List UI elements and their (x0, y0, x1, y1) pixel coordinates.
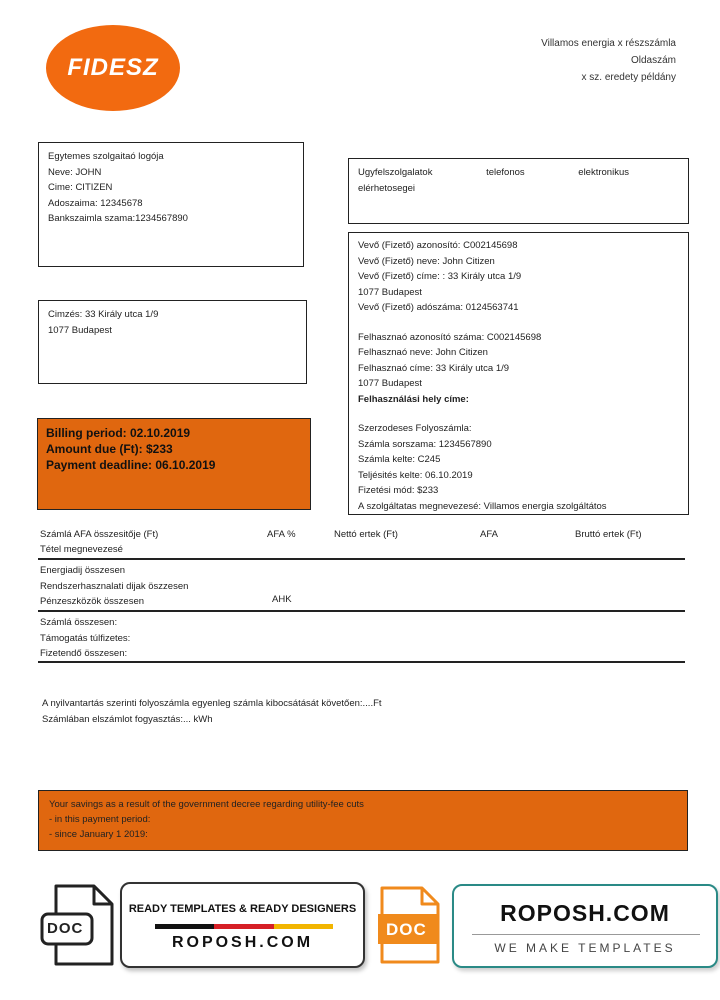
cs-label: Ugyfelszolgalatok (358, 167, 433, 178)
roposh-subtitle: WE MAKE TEMPLATES (494, 941, 676, 955)
roposh-badge (452, 884, 718, 968)
table-divider (38, 558, 685, 560)
total-row: Számlá összesen: (40, 617, 118, 628)
doc-orange-icon (376, 886, 442, 966)
billing-period: Billing period: 02.10.2019 (46, 426, 191, 440)
company-logo (46, 25, 180, 111)
logo-text: FIDESZ (67, 54, 159, 81)
header-line: Oldaszám (630, 55, 676, 66)
provider-line: Adoszaima: 12345678 (48, 197, 143, 209)
flag-stripe (155, 924, 333, 929)
item-name-header: Tétel megnevezesé (40, 544, 123, 555)
total-row: Támogatás túlfizetes: (40, 632, 131, 644)
recipient-line: Cimzés: 33 Király utca 1/9 (48, 309, 159, 320)
col-header: Nettó ertek (Ft) (334, 529, 398, 540)
recipient-box (38, 300, 307, 384)
doc-file-icon (40, 884, 116, 968)
provider-line: Bankszaimla szama:1234567890 (48, 213, 188, 224)
contract-line: A szolgáltatas megnevezesé: Villamos energia szolgáltátos (358, 500, 607, 512)
ahk-label: AHK (272, 594, 292, 605)
header-line: Villamos energia x részszámla (541, 38, 676, 49)
savings-line: Your savings as a result of the government decree regarding utility-fee cuts (49, 799, 364, 810)
buyer-line: Vevő (Fizető) neve: John Citizen (358, 255, 495, 267)
balance-note: A nyilvantartás szerinti folyoszámla egyenleg számla kibocsátását követően:....Ft (42, 698, 382, 709)
summary-rows-1 (40, 563, 188, 610)
ready-brand: ROPOSH.COM (171, 934, 314, 951)
contract-line: Szerzodeses Folyoszámla: (358, 423, 472, 434)
roposh-title: ROPOSH.COM (500, 900, 670, 926)
provider-line: Cime: CITIZEN (48, 182, 113, 193)
recipient-line: 1077 Budapest (48, 324, 112, 336)
contract-line: Teljésités kelte: 06.10.2019 (358, 469, 473, 481)
ready-templates-badge (120, 882, 365, 968)
invoice-header (541, 35, 676, 86)
provider-line: Egytemes szolgaitaó logója (48, 151, 164, 162)
contract-line: Fizetési mód: $233 (358, 485, 439, 496)
savings-box (38, 790, 688, 851)
consumption-note: Számlában elszámlot fogyasztás:... kWh (42, 714, 213, 725)
summary-row: Pénzeszközök összesen (40, 596, 145, 607)
user-line: Felhasznaó neve: John Citizen (358, 347, 488, 358)
summary-rows-2 (40, 615, 130, 662)
buyer-line: Vevő (Fizető) címe: : 33 Király utca 1/9 (358, 271, 522, 282)
table-divider (38, 610, 685, 612)
header-line: x sz. eredety példány (581, 72, 676, 83)
table-divider (38, 661, 685, 663)
contract-line: Számla sorszama: 1234567890 (358, 438, 492, 450)
col-header: Számlá AFA összesitője (Ft) (40, 529, 159, 540)
place-label: Felhasználási hely címe: (358, 393, 469, 405)
payment-deadline: Payment deadline: 06.10.2019 (46, 458, 216, 472)
savings-line: - in this payment period: (49, 814, 151, 825)
badge-divider (472, 934, 700, 935)
cs-phone: telefonos (486, 167, 525, 178)
doc-label-orange: DOC (386, 920, 427, 939)
total-row: Fizetendő összesen: (40, 648, 128, 659)
ready-title: READY TEMPLATES & READY DESIGNERS (128, 903, 357, 915)
summary-row: Energiadij összesen (40, 565, 126, 576)
billing-summary-box (37, 418, 311, 510)
doc-label: DOC (47, 920, 84, 937)
col-header: Bruttó ertek (Ft) (575, 529, 642, 540)
col-header: AFA (480, 529, 498, 540)
col-header: AFA % (267, 529, 296, 540)
customer-service-box (348, 158, 689, 224)
provider-box (38, 142, 304, 267)
cs-availability: elérhetosegei (358, 182, 416, 194)
buyer-line: 1077 Budapest (358, 286, 422, 298)
buyer-line: Vevő (Fizető) adószáma: 0124563741 (358, 302, 519, 313)
notes (42, 696, 382, 728)
summary-row: Rendszerhasznalati dijak öszzesen (40, 580, 189, 592)
provider-line: Neve: JOHN (48, 166, 102, 178)
buyer-line: Vevő (Fizető) azonosító: C002145698 (358, 240, 518, 251)
user-line: Felhasznaó címe: 33 Király utca 1/9 (358, 362, 510, 374)
savings-line: - since January 1 2019: (49, 829, 148, 840)
buyer-box (348, 232, 689, 515)
contract-line: Számla kelte: C245 (358, 454, 441, 465)
user-line: 1077 Budapest (358, 378, 422, 389)
amount-due: Amount due (Ft): $233 (46, 442, 173, 456)
user-line: Felhasznaó azonosító száma: C002145698 (358, 331, 542, 343)
cs-electronic: elektronikus (578, 167, 629, 178)
